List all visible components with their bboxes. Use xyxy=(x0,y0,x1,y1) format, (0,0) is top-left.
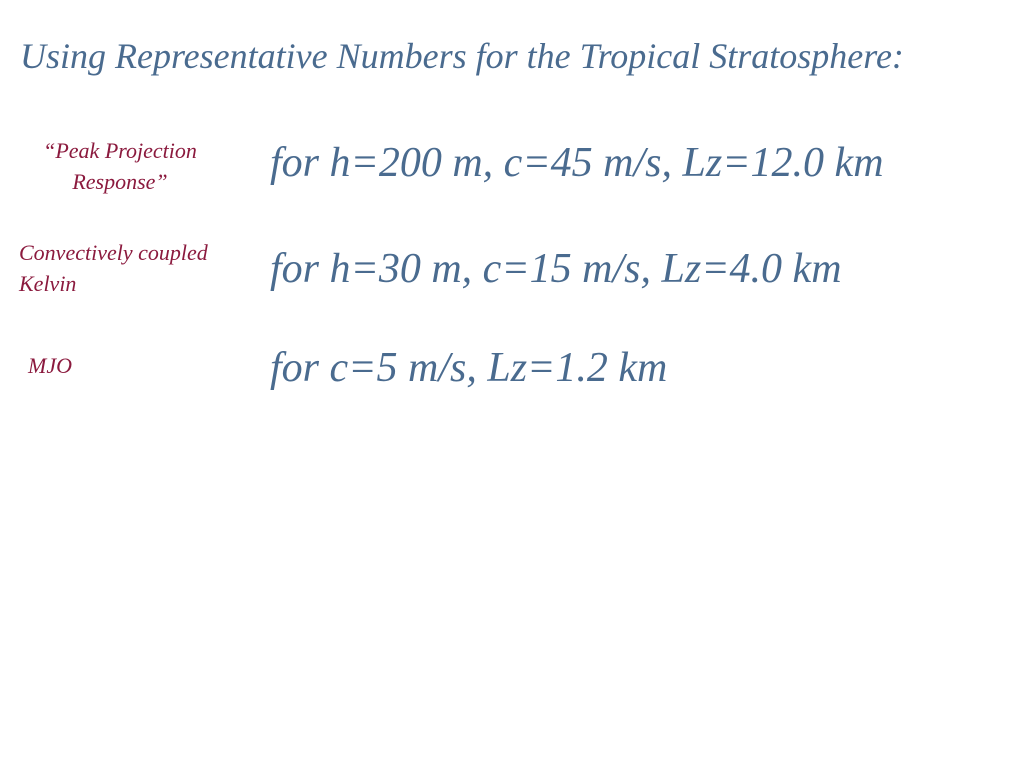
formula-kelvin: for h=30 m, c=15 m/s, Lz=4.0 km xyxy=(270,246,842,292)
label-line: Kelvin xyxy=(19,271,77,296)
slide-title: Using Representative Numbers for the Tropical Stratosphere: xyxy=(20,36,904,76)
formula-peak-projection: for h=200 m, c=45 m/s, Lz=12.0 km xyxy=(270,140,884,186)
label-convectively-coupled-kelvin xyxy=(19,237,259,299)
label-mjo xyxy=(28,350,72,381)
label-line: Response” xyxy=(72,169,168,194)
label-line: MJO xyxy=(28,353,72,378)
formula-mjo: for c=5 m/s, Lz=1.2 km xyxy=(270,345,668,391)
label-line: Convectively coupled xyxy=(19,240,208,265)
label-line: “Peak Projection xyxy=(43,138,197,163)
label-peak-projection-response xyxy=(20,135,220,197)
